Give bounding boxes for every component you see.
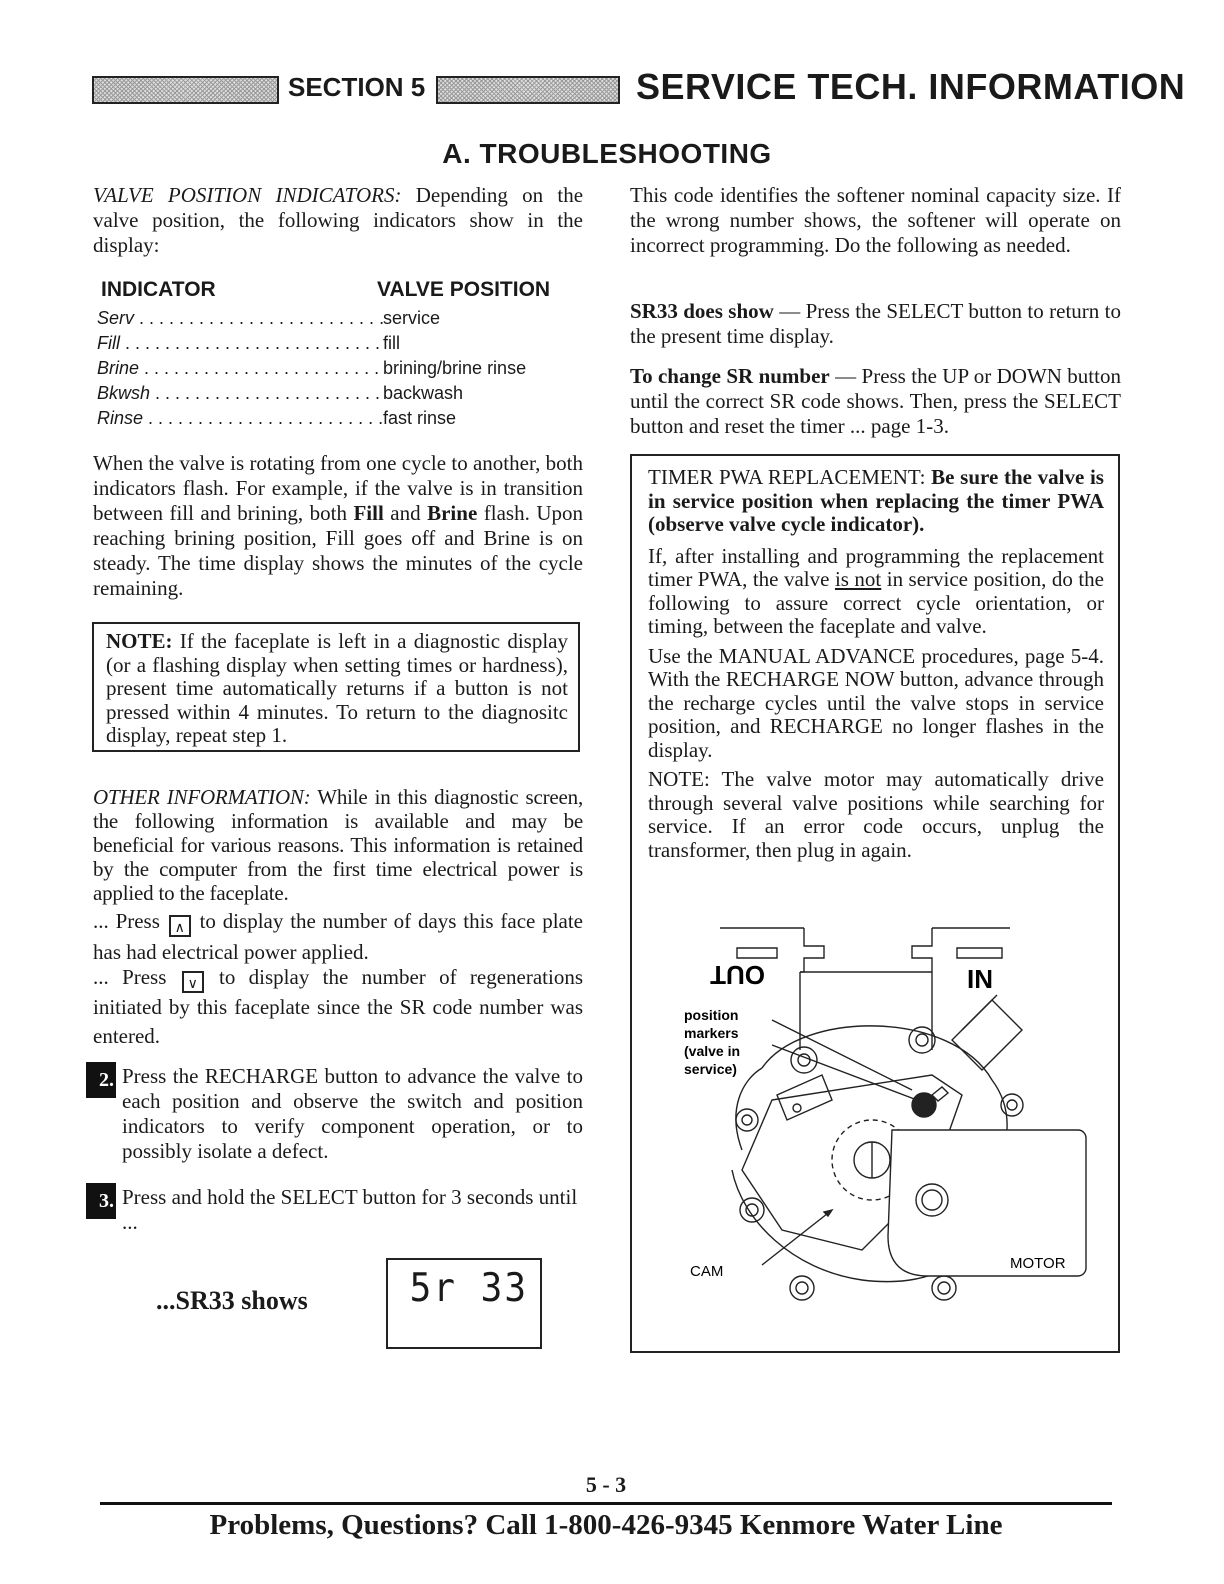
rotating-text-1: When the valve is rotating from one cycle to another, both indicators flash. For example, if the valve is in transition between fill and brining, both	[93, 451, 583, 525]
down-arrow-icon: ∨	[182, 971, 204, 993]
press-up-pre: ... Press	[93, 909, 160, 933]
indicator-position: brining/brine rinse	[383, 358, 527, 378]
indicator-name: Bkwsh . . .	[97, 381, 383, 406]
other-lead: OTHER INFORMATION:	[93, 785, 311, 809]
sr33-text: — Press the SELECT button to return to the present time display.	[630, 299, 1121, 348]
brine-bold: Brine	[427, 501, 478, 525]
indicator-name: Fill . . .	[97, 331, 383, 356]
step-2-text: Press the RECHARGE button to advance the valve to each position and observe the switch and position indicators to verify component operation, or to possibly isolate a defect.	[122, 1064, 583, 1163]
out-label: OUT	[710, 960, 765, 990]
press-up-paragraph	[93, 906, 583, 968]
motor-label: MOTOR	[1010, 1255, 1066, 1272]
cam-label: CAM	[690, 1263, 724, 1280]
indicator-table	[97, 278, 567, 431]
press-down-paragraph	[93, 963, 583, 1051]
indicator-row	[97, 356, 567, 381]
sr33-bold: SR33 does show	[630, 299, 774, 323]
position-col-header: VALVE POSITION	[377, 278, 551, 301]
timer-replacement-box	[630, 454, 1120, 1353]
change-sr-text: — Press the UP or DOWN button until the correct SR code shows. Then, press the SELECT button and reset the timer ... page 1-3.	[630, 364, 1121, 438]
step-3-marker: 3.	[86, 1183, 116, 1219]
timer-p1u: is not	[834, 567, 882, 591]
sr-caption: ...SR33 shows	[156, 1286, 308, 1315]
in-label: IN	[967, 964, 993, 994]
valve-cam-diagram	[632, 920, 1118, 1340]
sr-display-box	[386, 1258, 542, 1349]
section-title: SERVICE TECH. INFORMATION	[636, 66, 1186, 107]
position-label-4: service)	[684, 1061, 737, 1077]
rotating-text-2: and	[383, 501, 428, 525]
indicator-position: fast rinse	[383, 408, 457, 428]
indicator-row	[97, 381, 567, 406]
change-sr-bold: To change SR number	[630, 364, 830, 388]
fill-bold: Fill	[353, 501, 384, 525]
position-label-3: (valve in	[684, 1043, 741, 1059]
footer-text: Problems, Questions? Call 1-800-426-9345 Kenmore Water Line	[209, 1509, 1003, 1541]
timer-heading	[648, 466, 1104, 537]
step-2-marker: 2.	[86, 1062, 116, 1098]
note-box	[92, 622, 580, 752]
indicator-position: fill	[383, 333, 400, 353]
intro-text: Depending on the valve position, the following indicators show in the display:	[93, 183, 584, 257]
timer-p1b: in service position, do the following to assure correct cycle orientation, or timing, between the faceplate and valve.	[648, 567, 1105, 638]
sr-display-readout: 5r 33	[409, 1265, 528, 1312]
step-3-text: Press and hold the SELECT button for 3 seconds until ...	[122, 1185, 578, 1234]
indicator-name: Rinse . . .	[97, 406, 383, 431]
note-text	[106, 630, 568, 748]
page-subtitle: A. TROUBLESHOOTING	[442, 138, 772, 169]
note-body: If the faceplate is left in a diagnostic display (or a flashing display when setting times or hardness), present time automatically returns if a button is not pressed within 4 minutes. To return to the diagnositc display, repeat step 1.	[106, 629, 568, 747]
up-arrow-icon: ∧	[169, 915, 191, 937]
note-label: NOTE:	[106, 629, 173, 653]
sr-code-intro: This code identifies the softener nominal capacity size. If the wrong number shows, the softener will operate on incorrect programming. Do the following as needed.	[630, 183, 1121, 257]
rotating-text-3: flash. Upon reaching brining position, Fill goes off and Brine is on steady. The time display shows the minutes of the cycle remaining.	[93, 501, 583, 600]
indicator-row	[97, 331, 567, 356]
indicator-row	[97, 406, 567, 431]
change-sr-paragraph	[630, 364, 1121, 439]
press-down-post: to display the number of regenerations initiated by this faceplate since the SR code number was entered.	[93, 965, 583, 1048]
indicator-name: Brine . . .	[97, 356, 383, 381]
timer-bold: Be sure the valve is in service position when replacing the timer PWA (observe valve cycle indicator).	[648, 465, 1104, 536]
valve-indicators-intro	[93, 183, 583, 258]
rotating-paragraph	[93, 451, 583, 601]
indicator-name: Serv . . .	[97, 306, 383, 331]
indicator-position: service	[383, 308, 441, 328]
position-label-1: position	[684, 1007, 739, 1023]
indicator-position: backwash	[383, 383, 464, 403]
timer-paragraph-1	[648, 545, 1104, 639]
indicator-row	[97, 306, 567, 331]
timer-p1a: If, after installing and programming the replacement timer PWA, the valve	[648, 543, 1104, 591]
other-body: While in this diagnostic screen, the following information is available and may be beneficial for various reasons. This information is retained by the computer from the first time electrical power is applied to the faceplate.	[93, 785, 583, 905]
other-info-paragraph	[93, 785, 583, 905]
press-up-post: to display the number of days this face plate has had electrical power applied.	[93, 909, 584, 964]
sr33-paragraph	[630, 299, 1121, 349]
press-down-pre: ... Press	[93, 965, 167, 989]
timer-paragraph-3: NOTE: The valve motor may automatically drive through several valve positions while searching for service. If an error code occurs, unplug the transformer, then plug in again.	[648, 767, 1104, 862]
header-hatch-left	[92, 76, 279, 104]
intro-lead: VALVE POSITION INDICATORS:	[93, 183, 402, 207]
page-number: 5 - 3	[585, 1472, 627, 1497]
section-label: SECTION 5	[288, 72, 426, 102]
indicator-col-header: INDICATOR	[101, 278, 216, 301]
footer-rule	[100, 1502, 1112, 1505]
position-label-2: markers	[684, 1025, 739, 1041]
timer-lead: TIMER PWA REPLACEMENT:	[648, 465, 932, 489]
timer-paragraph-2: Use the MANUAL ADVANCE procedures, page 5-4. With the RECHARGE NOW button, advance through the recharge cycles until the valve stops in service position, and RECHARGE no longer flashes in the display.	[648, 643, 1104, 762]
header-hatch-right	[436, 76, 620, 104]
